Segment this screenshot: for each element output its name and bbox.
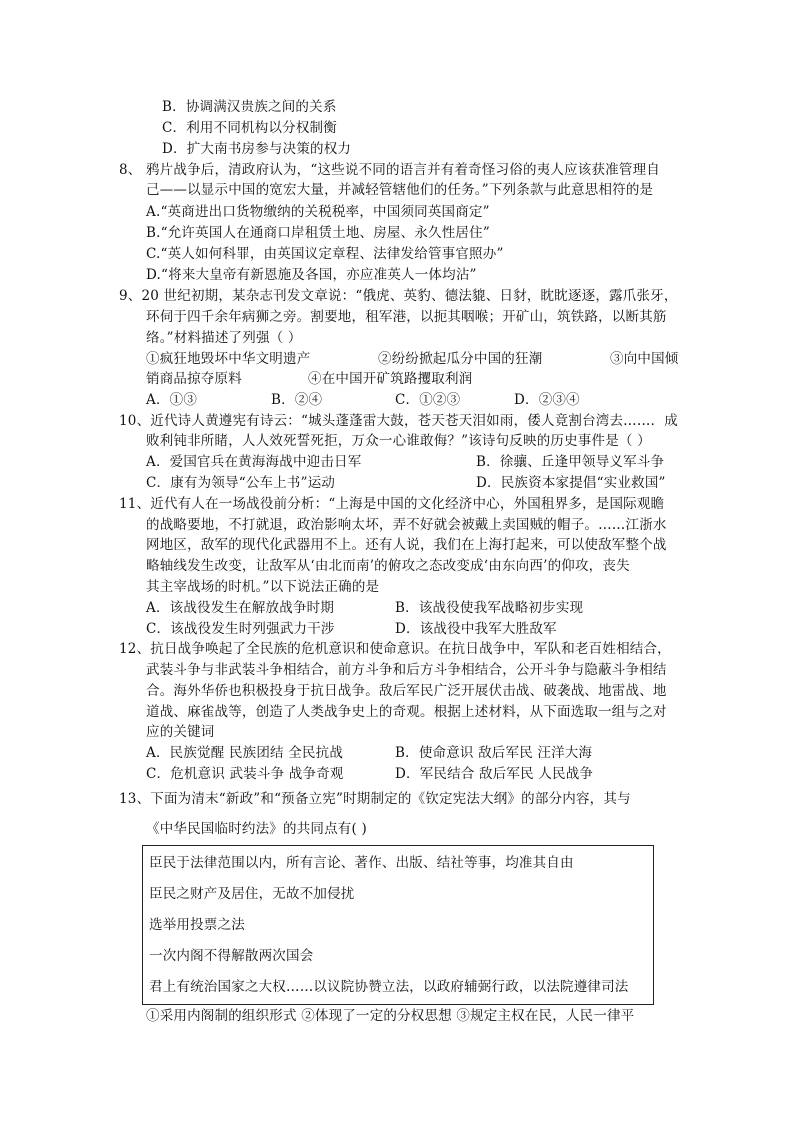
q8-stem-line: 己——以显示中国的宽宏大量，并减轻管辖他们的任务。”下列条款与此意思相符的是 [146,182,654,198]
q9-option-c: C．①②③ [395,392,461,408]
q11-stem-line: 的战略要地，不打就退，政治影响太坏，弄不好就会被戴上卖国贼的帽子。……江浙水 [146,517,667,533]
q11-stem-line: 其主宰战场的时机。”以下说法正确的是 [146,579,380,595]
q8-option-d: D.“将来大皇帝有新恩施及各国，亦应准英人一体均沾” [146,267,477,283]
q8-option-c: C.“英人如何科罪，由英国议定章程、法律发给管事官照办” [146,246,504,262]
excerpt-line: 君上有统治国家之大权……以议院协赞立法，以政府辅弼行政，以法院遵律司法 [149,979,629,995]
q12-stem-line: 合。海外华侨也积极投身于抗日战争。敌后军民广泛开展伏击战、破袭战、地雷战、地 [146,683,667,699]
q12-stem-line: 道战、麻雀战等，创造了人类战争史上的奇观。根据上述材料，从下面选取一组与之对 [146,704,667,720]
q10-option-d: D．民族资本家提倡“实业救国” [476,475,666,491]
q9-option-b: B．②④ [271,392,323,408]
q12-stem-line: 武装斗争与非武装斗争相结合，前方斗争和后方斗争相结合，公开斗争与隐蔽斗争相结 [146,662,667,678]
q11-stem-line: 网地区，敌军的现代化武器用不上。还有人说，我们在上海打起来，可以使敌军整个战 [146,537,667,553]
q7-option-c: C．利用不同机构以分权制衡 [162,120,337,136]
q10-stem-line: 10、近代诗人黄遵宪有诗云：“城头蓬蓬雷大鼓，苍天苍天泪如雨，倭人竟割台湾去……．成 [119,413,678,429]
q9-item-3: ③向中国倾 [610,351,679,367]
q9-option-a: A．①③ [146,392,198,408]
q9-item-4: ④在中国开矿筑路攫取利润 [308,371,473,387]
q12-option-c: C．危机意识 武装斗争 战争奇观 [146,766,344,782]
q11-stem-line: 11、近代有人在一场战役前分析：“上海是中国的文化经济中心，外国租界多，是国际观瞻 [119,496,665,512]
excerpt-line: 选举用投票之法 [149,917,245,933]
excerpt-line: 臣民于法律范围以内，所有言论、著作、出版、结社等事，均准其自由 [149,855,574,871]
excerpt-line: 一次内阁不得解散两次国会 [149,948,314,964]
constitution-excerpt-box [142,845,654,1005]
q12-option-d: D．军民结合 敌后军民 人民战争 [395,766,594,782]
q10-option-b: B．徐骧、丘逢甲领导义军斗争 [476,454,665,470]
q9-stem-line: 环伺于四千余年病狮之旁。割要地，租军港，以扼其咽喉；开矿山，筑铁路，以断其筋 [146,309,667,325]
q12-option-a: A．民族觉醒 民族团结 全民抗战 [146,745,344,761]
q11-option-a: A．该战役发生在解放战争时期 [146,600,335,616]
q8-option-a: A.“英商进出口货物缴纳的关税税率，中国须同英国商定” [146,204,490,220]
q11-option-d: D．该战役中我军大胜敌军 [395,621,557,637]
q12-stem-line: 应的关键词 [146,724,215,740]
q13-items: ①采用内阁制的组织形式 ②体现了一定的分权思想 ③规定主权在民，人民一律平 [146,1008,635,1024]
q9-option-d: D．②③④ [514,392,580,408]
q8-stem-line: 8、 鸦片战争后，清政府认为，“这些说不同的语言并有着奇怪习俗的夷人应该获准管理自 [119,162,660,178]
q9-item-3-cont: 销商品掠夺原料 [146,371,242,387]
q7-option-d: D．扩大南书房参与决策的权力 [162,141,352,157]
q12-option-b: B．使命意识 敌后军民 汪洋大海 [395,745,593,761]
q13-stem-line: 13、下面为清末“新政”和“预备立宪”时期制定的《钦定宪法大纲》的部分内容，其与 [119,791,631,807]
q9-item-1: ①疯狂地毁坏中华文明遗产 [146,351,311,367]
q11-stem-line: 略轴线发生改变，让敌军从‘由北而南’的俯攻之态改变成‘由东向西’的仰攻，丧失 [146,558,630,574]
q9-stem-line: 络。”材料描述了列强（ ） [146,330,302,346]
q8-option-b: B.“允许英国人在通商口岸租赁土地、房屋、永久性居住” [146,225,490,241]
q9-stem-line: 9、20 世纪初期，某杂志刊发文章说：“俄虎、英豹、德法貔、日豺，眈眈逐逐，露爪张牙， [119,288,678,304]
q13-stem-line: 《中华民国临时约法》的共同点有( ) [146,821,367,837]
q11-option-c: C．该战役发生时列强武力干涉 [146,621,335,637]
q10-option-c: C．康有为领导“公车上书”运动 [146,475,336,491]
excerpt-line: 臣民之财产及居住，无故不加侵扰 [149,886,355,902]
q10-option-a: A．爱国官兵在黄海海战中迎击日军 [146,454,362,470]
q11-option-b: B．该战役使我军战略初步实现 [395,600,584,616]
q9-item-2: ②纷纷掀起瓜分中国的狂潮 [378,351,543,367]
q12-stem-line: 12、抗日战争唤起了全民族的危机意识和使命意识。在抗日战争中，军队和老百姓相结合， [119,641,671,657]
q7-option-b: B．协调满汉贵族之间的关系 [162,99,337,115]
q10-stem-line: 败利钝非所睹，人人效死誓死拒，万众一心谁敢侮？”该诗句反映的历史事件是（ ） [146,433,651,449]
